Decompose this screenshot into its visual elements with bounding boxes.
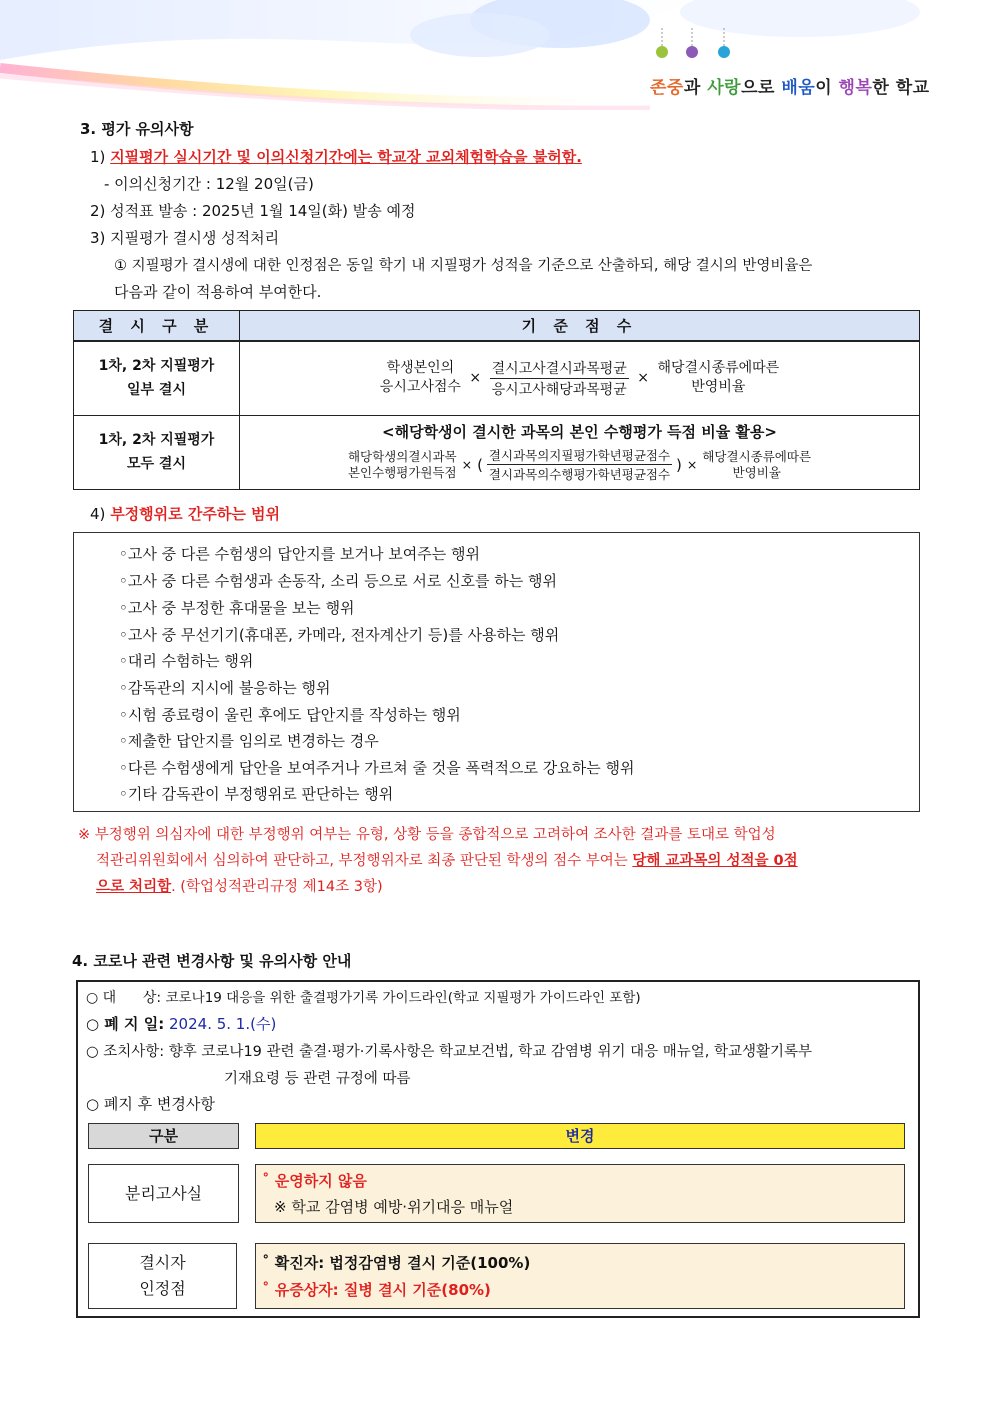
list-item: ◦대리 수험하는 행위 — [119, 652, 254, 670]
target-value: 코로나19 대응을 위한 출결평가기록 가이드라인(학교 지필평가 가이드라인 포함) — [165, 990, 641, 1006]
row1-line2: ※ 학교 감염병 예방·위기대응 매뉴얼 — [274, 1198, 514, 1216]
row2-label-line2: 모두 결시 — [127, 456, 186, 472]
row2-heading: <해당학생이 결시한 과목의 본인 수행평가 득점 비율 활용> — [382, 423, 777, 441]
row2-term3-line2: 반영비율 — [732, 464, 781, 480]
abolish-date: 2024. 5. 1.(수) — [169, 1015, 277, 1033]
school-motto — [650, 73, 930, 98]
row2-label — [74, 415, 240, 489]
note-line1: ※ 부정행위 의심자에 대한 부정행위 여부는 유형, 상황 등을 종합적으로 고려하여 조사한 결과를 토대로 학업성 — [78, 827, 776, 843]
section3-title: 3. 평가 유의사항 — [80, 120, 194, 138]
row2-label-line1: 결시자 — [139, 1253, 186, 1272]
list-item: ◦다른 수험생에게 답안을 보여주거나 가르쳐 줄 것을 폭력적으로 강요하는 행위 — [119, 759, 635, 777]
row2-formula — [240, 415, 920, 489]
motto-part: 과 — [683, 78, 708, 98]
row2-term1-line1: 해당학생의결시과목 — [347, 448, 457, 464]
action-line1: 향후 코로나19 관련 출결·평가·기록사항은 학교보건법, 학교 감염병 위기 대응 매뉴얼, 학교생활기록부 — [168, 1044, 813, 1060]
item4-number: 4) — [90, 505, 106, 523]
row2-line2: ˚ 유증상자: 질병 결시 기준(80%) — [262, 1281, 491, 1299]
motto-part: 배움 — [781, 78, 816, 98]
times-sign: × — [637, 370, 650, 387]
row2-fraction-denominator: 결시과목의수행평가학년평균점수 — [488, 467, 671, 482]
row2-line1: ˚ 확진자: 법정감염병 결시 기준(100%) — [262, 1254, 531, 1272]
item2: 2) 성적표 발송 : 2025년 1월 14일(화) 발송 예정 — [90, 202, 416, 220]
row2-label-line1: 1차, 2차 지필평가 — [98, 432, 215, 448]
abolish-label: ○ 폐 지 일: — [86, 1015, 165, 1033]
row1-formula — [240, 341, 920, 415]
note-line3 — [96, 875, 383, 896]
covid-notice-box — [76, 980, 920, 1318]
action-label: ○ 조치사항: — [86, 1044, 165, 1060]
item1-sub: - 이의신청기간 : 12월 20일(금) — [104, 175, 314, 193]
times-sign: × — [461, 457, 473, 472]
section4-title: 4. 코로나 관련 변경사항 및 유의사항 안내 — [72, 952, 352, 970]
row2-fraction — [487, 446, 672, 483]
action-row — [86, 1040, 812, 1061]
row1-term3-line2: 반영비율 — [691, 379, 746, 396]
action-line2: 기재요령 등 관련 규정에 따름 — [224, 1071, 411, 1087]
abolish-row — [86, 1013, 276, 1034]
motto-part: 사랑 — [707, 78, 742, 98]
row1-term1-line1: 학생본인의 — [386, 360, 455, 377]
row1-label: 분리고사실 — [88, 1164, 239, 1223]
item3-desc-line2: 다음과 같이 적용하여 부여한다. — [114, 283, 322, 301]
grid-header-change: 변경 — [255, 1123, 905, 1149]
row1-term3-line1: 해당결시종류에따른 — [657, 360, 780, 377]
row1-fraction-numerator: 결시고사결시과목평균 — [490, 358, 629, 379]
item1 — [90, 146, 582, 167]
list-item: ◦시험 종료령이 울린 후에도 답안지를 작성하는 행위 — [119, 706, 461, 724]
note-line3-b: . (학업성적관리규정 제14조 3항) — [171, 879, 383, 895]
note-line2 — [96, 849, 798, 870]
row2-label — [88, 1243, 237, 1309]
list-item: ◦고사 중 부정한 휴대물을 보는 행위 — [119, 599, 355, 617]
item1-text: 지필평가 실시기간 및 이의신청기간에는 학교장 교외체험학습을 불허함. — [110, 148, 582, 166]
times-sign: × — [469, 370, 482, 387]
absence-score-table — [73, 310, 920, 490]
table-header-score: 기 준 점 수 — [240, 311, 920, 342]
list-item: ◦기타 감독관이 부정행위로 판단하는 행위 — [119, 785, 394, 803]
after-change-label: ○ 폐지 후 변경사항 — [86, 1095, 215, 1113]
list-item: ◦고사 중 무선기기(휴대폰, 카메라, 전자계산기 등)를 사용하는 행위 — [119, 626, 560, 644]
row2-label-line2: 인정점 — [139, 1279, 186, 1298]
motto-part: 이 — [815, 78, 839, 98]
motto-part: 행복 — [838, 78, 873, 98]
target-row — [86, 986, 641, 1007]
paren-close: ) — [676, 455, 682, 474]
row2-term1 — [348, 449, 457, 481]
table-header-category: 결 시 구 분 — [74, 311, 240, 342]
row1-label — [74, 341, 240, 415]
row2-term3-line1: 해당결시종류에따른 — [702, 448, 812, 464]
row1-term1-line2: 응시고사점수 — [379, 379, 461, 396]
list-item: ◦감독관의 지시에 불응하는 행위 — [119, 679, 331, 697]
motto-part: 존중 — [650, 78, 684, 98]
grid-header-category: 구분 — [88, 1123, 239, 1149]
misconduct-list-box — [73, 532, 920, 812]
paren-open: ( — [477, 455, 483, 474]
list-item: ◦고사 중 다른 수험생의 답안지를 보거나 보여주는 행위 — [119, 545, 481, 563]
decorative-dots — [650, 28, 740, 68]
row1-label-line2: 일부 결시 — [127, 382, 186, 399]
row1-fraction-denominator: 응시고사해당과목평균 — [491, 381, 627, 398]
note-line2-b: 당해 교과목의 성적을 0점 — [632, 853, 798, 869]
note-line3-a: 으로 처리함 — [96, 879, 172, 895]
target-label: ○ 대 상: — [86, 990, 162, 1006]
row1-body — [255, 1164, 905, 1223]
row2-term1-line2: 본인수행평가원득점 — [347, 464, 457, 480]
row2-body — [255, 1243, 905, 1309]
motto-part: 한 학교 — [872, 78, 930, 98]
row1-fraction — [490, 358, 629, 399]
item4 — [90, 503, 280, 524]
times-sign: × — [686, 457, 698, 472]
row2-term3 — [702, 449, 811, 481]
row1-line1: ˚ 운영하지 않음 — [262, 1172, 367, 1190]
list-item: ◦제출한 답안지를 임의로 변경하는 경우 — [119, 732, 379, 750]
item1-number: 1) — [90, 148, 106, 166]
item3-desc-line1: ① 지필평가 결시생에 대한 인정점은 동일 학기 내 지필평가 성적을 기준으로 산출하되, 해당 결시의 반영비율은 — [114, 258, 813, 274]
list-item: ◦고사 중 다른 수험생과 손동작, 소리 등으로 서로 신호를 하는 행위 — [119, 572, 558, 590]
note-line2-a: 적관리위원회에서 심의하여 판단하고, 부정행위자로 최종 판단된 학생의 점수 부여는 — [96, 853, 633, 869]
row1-term3 — [657, 359, 779, 397]
motto-part: 으로 — [741, 78, 782, 98]
item3: 3) 지필평가 결시생 성적처리 — [90, 229, 280, 247]
row1-term1 — [380, 359, 461, 397]
row1-label-line1: 1차, 2차 지필평가 — [98, 358, 215, 375]
row2-fraction-numerator: 결시과목의지필평가학년평균점수 — [488, 448, 671, 463]
item4-title: 부정행위로 간주하는 범위 — [110, 505, 281, 523]
